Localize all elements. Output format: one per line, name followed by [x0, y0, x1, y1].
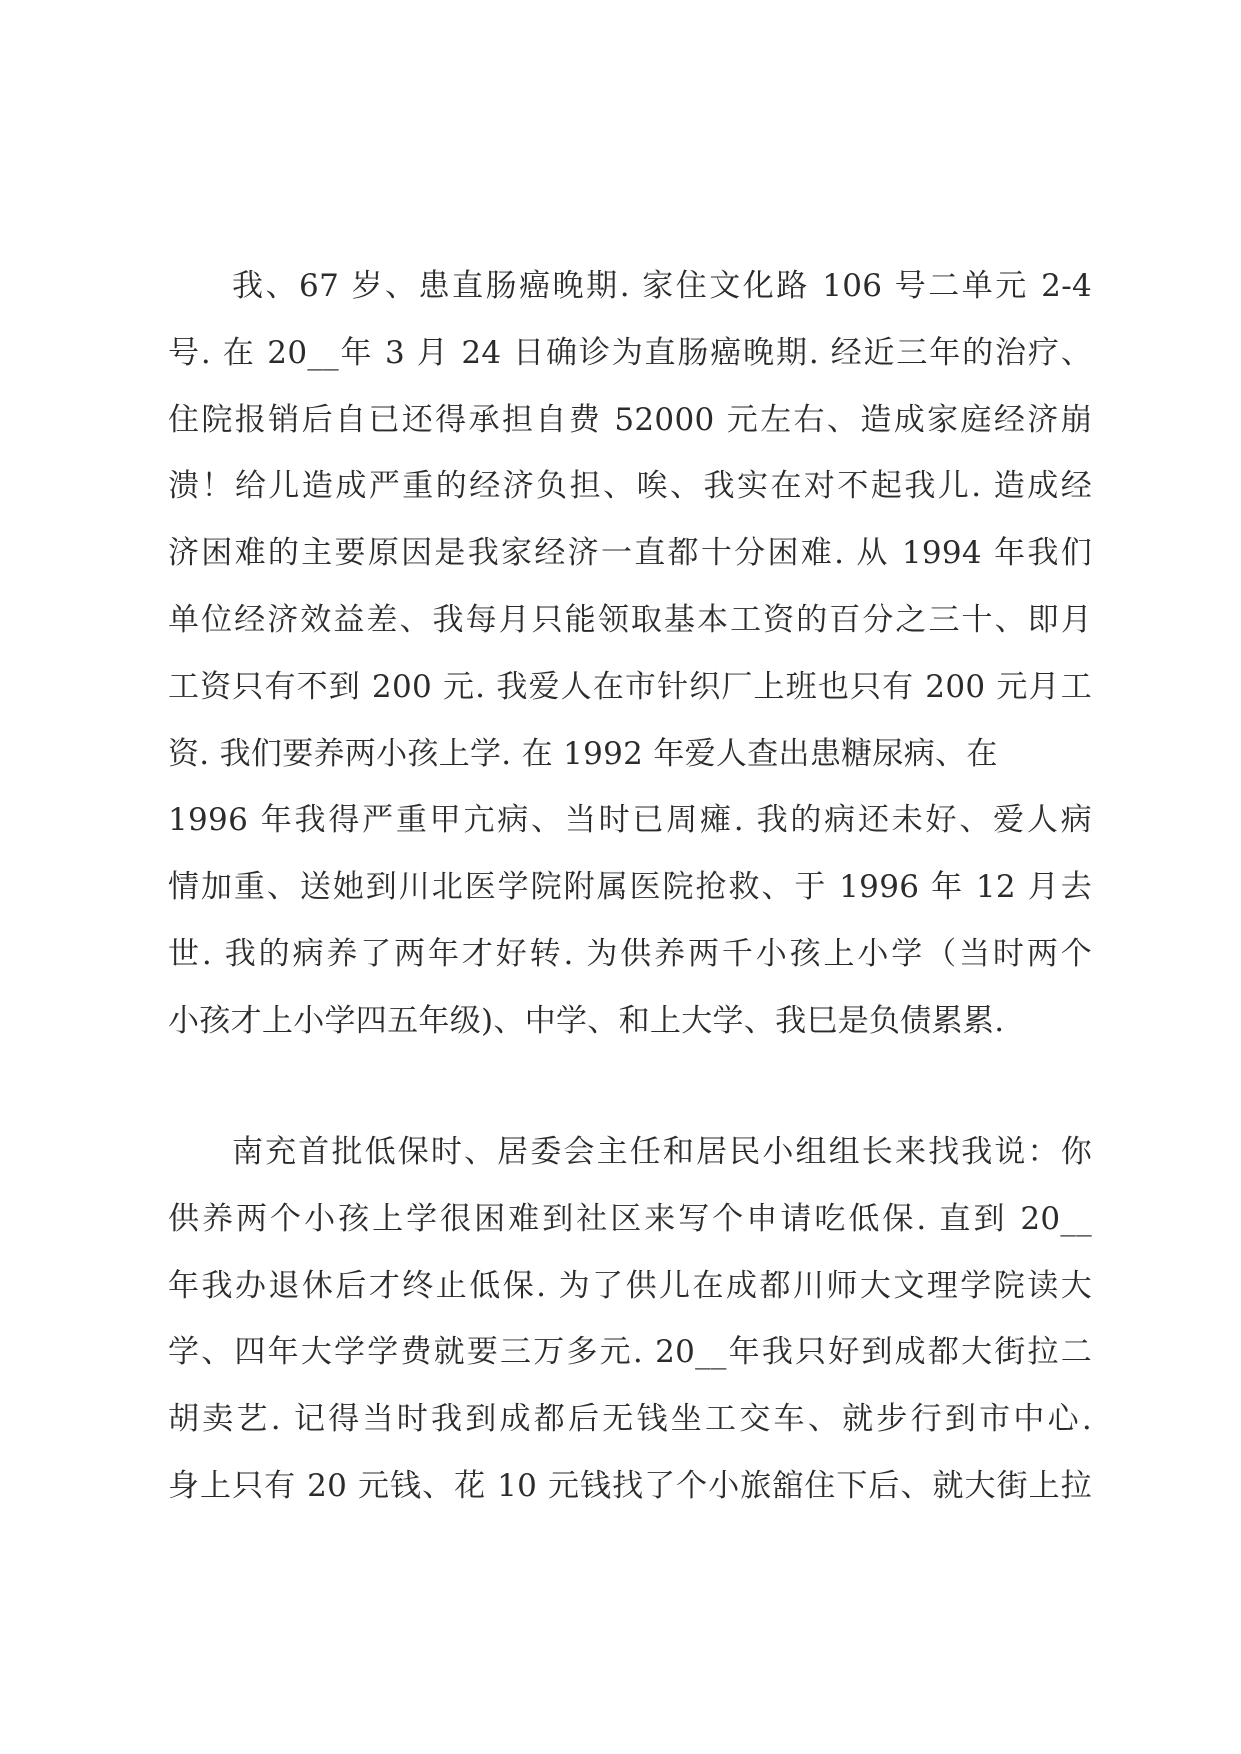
paragraph-line: 小孩才上小学四五年级)、中学、和上大学、我巳是负债累累.: [168, 1002, 1005, 1039]
paragraph-line: 情加重、送她到川北医学院附属医院抢救、于 1996 年 12 月去: [168, 869, 1092, 906]
paragraph-line: 学、四年大学学费就要三万多元. 20__年我只好到成都大街拉二: [168, 1334, 1092, 1371]
paragraph-line: 身上只有 20 元钱、花 10 元钱找了个小旅舘住下后、就大街上拉: [168, 1467, 1092, 1504]
paragraph-line: 1996 年我得严重甲亢病、当时已周瘫. 我的病还未好、爱人病: [168, 802, 1092, 839]
paragraph-line: 住院报销后自已还得承担自费 52000 元左右、造成家庭经济崩: [168, 401, 1092, 438]
paragraph-line: 供养两个小孩上学很困难到社区来写个申请吃低保. 直到 20__: [168, 1200, 1092, 1237]
paragraph-line: 号. 在 20__年 3 月 24 日确诊为直肠癌晚期. 经近三年的治疗、: [168, 334, 1092, 371]
paragraph-line: 溃！给儿造成严重的经济负担、唉、我实在对不起我儿. 造成经: [168, 468, 1092, 505]
paragraph-2: [168, 1119, 1092, 1520]
paragraph-line: 年我办退休后才终止低保. 为了供儿在成都川师大文理学院读大: [168, 1267, 1092, 1304]
paragraph-line: 世. 我的病养了两年才好转. 为供养两千小孩上小学（当时两个: [168, 935, 1092, 972]
paragraph-line: 单位经济效益差、我每月只能领取基本工资的百分之三十、即月: [168, 601, 1092, 638]
paragraph-line: 资. 我们要养两小孩上学. 在 1992 年爱人查出患糖尿病、在: [168, 735, 998, 772]
paragraph-line: 胡卖艺. 记得当时我到成都后无钱坐工交车、就步行到市中心.: [168, 1401, 1092, 1438]
paragraph-line: 南充首批低保时、居委会主任和居民小组组长来找我说：你: [232, 1134, 1092, 1170]
paragraph-line: 工资只有不到 200 元. 我爱人在市针织厂上班也只有 200 元月工: [168, 668, 1092, 705]
paragraph-line: 济困难的主要原因是我家经济一直都十分困难. 从 1994 年我们: [168, 535, 1092, 572]
paragraph-1: [168, 253, 1092, 1055]
paragraph-line: 我、67 岁、患直肠癌晚期. 家住文化路 106 号二单元 2-4: [232, 268, 1092, 304]
